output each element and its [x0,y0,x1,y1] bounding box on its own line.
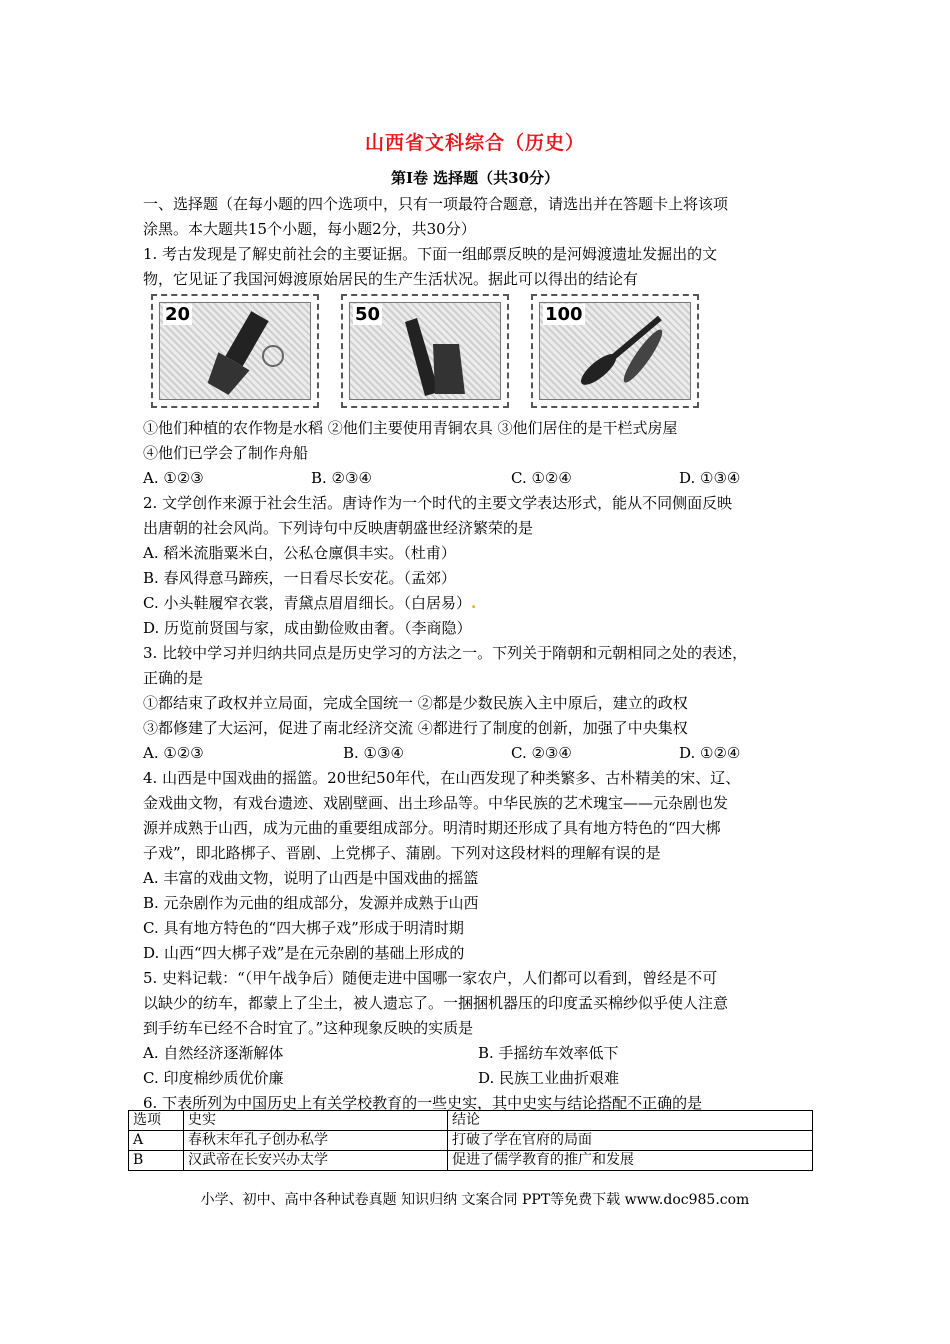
table-cell: 促进了儒学教育的推广和发展 [448,1151,813,1171]
table-header-row [129,1111,813,1131]
option-a[interactable]: A. ①②③ [143,744,204,762]
table-cell: 打破了学在官府的局面 [448,1131,813,1151]
table-header-cell: 选项 [129,1111,184,1131]
option-a[interactable]: A. 自然经济逐渐解体 [143,1044,284,1062]
question-content [143,192,813,1116]
table-cell: 汉武帝在长安兴办太学 [184,1151,448,1171]
q1-stem: 物，它见证了我国河姆渡原始居民的生产生活状况。据此可以得出的结论有 [143,270,639,288]
q1-statements: ④他们已学会了制作舟船 [143,444,309,462]
footer-text: 小学、初中、高中各种试卷真题 知识归纳 文案合同 PPT等免费下载 www.doc985.com [200,1192,750,1208]
option-b[interactable]: B. ②③④ [311,469,372,487]
q3-options [143,741,813,766]
stamp-value: 20 [165,304,191,325]
option-d[interactable]: D. ①②④ [679,744,741,762]
highlight-mark: . [470,594,477,612]
option-a[interactable]: A. 稻米流脂粟米白，公私仓廪俱丰实。（杜甫） [143,544,456,562]
stamp-value: 50 [355,304,381,325]
option-b[interactable]: B. 元杂剧作为元曲的组成部分，发源并成熟于山西 [143,894,479,912]
option-d[interactable]: D. 历览前贤国与家，成由勤俭败由奢。（李商隐） [143,619,472,637]
intro-line: 一、选择题（在每小题的四个选项中，只有一项最符合题意，请选出并在答题卡上将该项 [143,195,729,213]
table-cell: A [129,1131,184,1151]
option-b[interactable]: B. ①③④ [343,744,404,762]
section-title: 第Ⅰ卷 选择题（共30分） [390,169,560,187]
option-a[interactable]: A. 丰富的戏曲文物，说明了山西是中国戏曲的摇篮 [143,869,479,887]
option-d[interactable]: D. 民族工业曲折艰难 [478,1069,620,1087]
table-row [129,1131,813,1151]
q2-stem: 出唐朝的社会风尚。下列诗句中反映唐朝盛世经济繁荣的是 [143,519,534,537]
q5-stem: 5. 史料记载：“（甲午战争后）随便走进中国哪一家农户，人们都可以看到，曾经是不可 [143,969,718,987]
q1-stem: 1. 考古发现是了解史前社会的主要证据。下面一组邮票反映的是河姆渡遗址发掘出的文 [143,245,718,263]
stamp-image [341,294,509,408]
history-table [128,1110,813,1171]
intro-line: 涂黑。本大题共15个小题，每小题2分，共30分） [143,220,476,238]
stamp-value: 100 [545,304,583,325]
option-c[interactable]: C. 具有地方特色的“四大梆子戏”形成于明清时期 [143,919,464,937]
table-row [129,1151,813,1171]
q3-statements: ③都修建了大运河，促进了南北经济交流 ④都进行了制度的创新，加强了中央集权 [143,719,688,737]
stamp-image [151,294,319,408]
table-cell: 春秋末年孔子创办私学 [184,1131,448,1151]
q1-statements: ①他们种植的农作物是水稻 ②他们主要使用青铜农具 ③他们居住的是干栏式房屋 [143,419,678,437]
q5-stem: 以缺少的纺车，都蒙上了尘土，被人遗忘了。一捆捆机器压的印度孟买棉纱似乎使人注意 [143,994,729,1012]
page-title: 山西省文科综合（历史） [364,132,585,154]
stamp-image [531,294,699,408]
option-c[interactable]: C. ①②④ [511,469,572,487]
table-cell: B [129,1151,184,1171]
stamp-images [143,294,813,410]
option-c-text: C. 小头鞋履窄衣裳，青黛点眉眉细长。（白居易） [143,594,471,612]
q5-options [143,1041,813,1066]
table-header-cell: 史实 [184,1111,448,1131]
option-b[interactable]: B. 手摇纺车效率低下 [478,1044,619,1062]
q1-options [143,466,813,491]
option-c[interactable]: C. ②③④ [511,744,572,762]
q3-stem: 正确的是 [143,669,204,687]
option-c[interactable] [143,591,813,616]
table-header-cell: 结论 [448,1111,813,1131]
q2-stem: 2. 文学创作来源于社会生活。唐诗作为一个时代的主要文学表达形式，能从不同侧面反映 [143,494,733,512]
option-d[interactable]: D. ①③④ [679,469,741,487]
q4-stem: 金戏曲文物，有戏台遗迹、戏剧壁画、出土珍品等。中华民族的艺术瑰宝——元杂剧也发 [143,794,729,812]
q5-stem: 到手纺车已经不合时宜了。”这种现象反映的实质是 [143,1019,474,1037]
q4-stem: 4. 山西是中国戏曲的摇篮。20世纪50年代，在山西发现了种类繁多、古朴精美的宋、辽、 [143,769,741,787]
option-a[interactable]: A. ①②③ [143,469,204,487]
q6-stem: 6. 下表所列为中国历史上有关学校教育的一些史实，其中史实与结论搭配不正确的是 [143,1094,703,1112]
q4-stem: 源并成熟于山西，成为元曲的重要组成部分。明清时期还形成了具有地方特色的“四大梆 [143,819,721,837]
q3-stem: 3. 比较中学习并归纳共同点是历史学习的方法之一。下列关于隋朝和元朝相同之处的表述， [143,644,748,662]
q4-stem: 子戏”，即北路梆子、晋剧、上党梆子、蒲剧。下列对这段材料的理解有误的是 [143,844,661,862]
q5-options [143,1066,813,1091]
option-d[interactable]: D. 山西“四大梆子戏”是在元杂剧的基础上形成的 [143,944,465,962]
option-b[interactable]: B. 春风得意马蹄疾，一日看尽长安花。（孟郊） [143,569,457,587]
option-c[interactable]: C. 印度棉纱质优价廉 [143,1069,284,1087]
q3-statements: ①都结束了政权并立局面，完成全国统一 ②都是少数民族入主中原后，建立的政权 [143,694,688,712]
